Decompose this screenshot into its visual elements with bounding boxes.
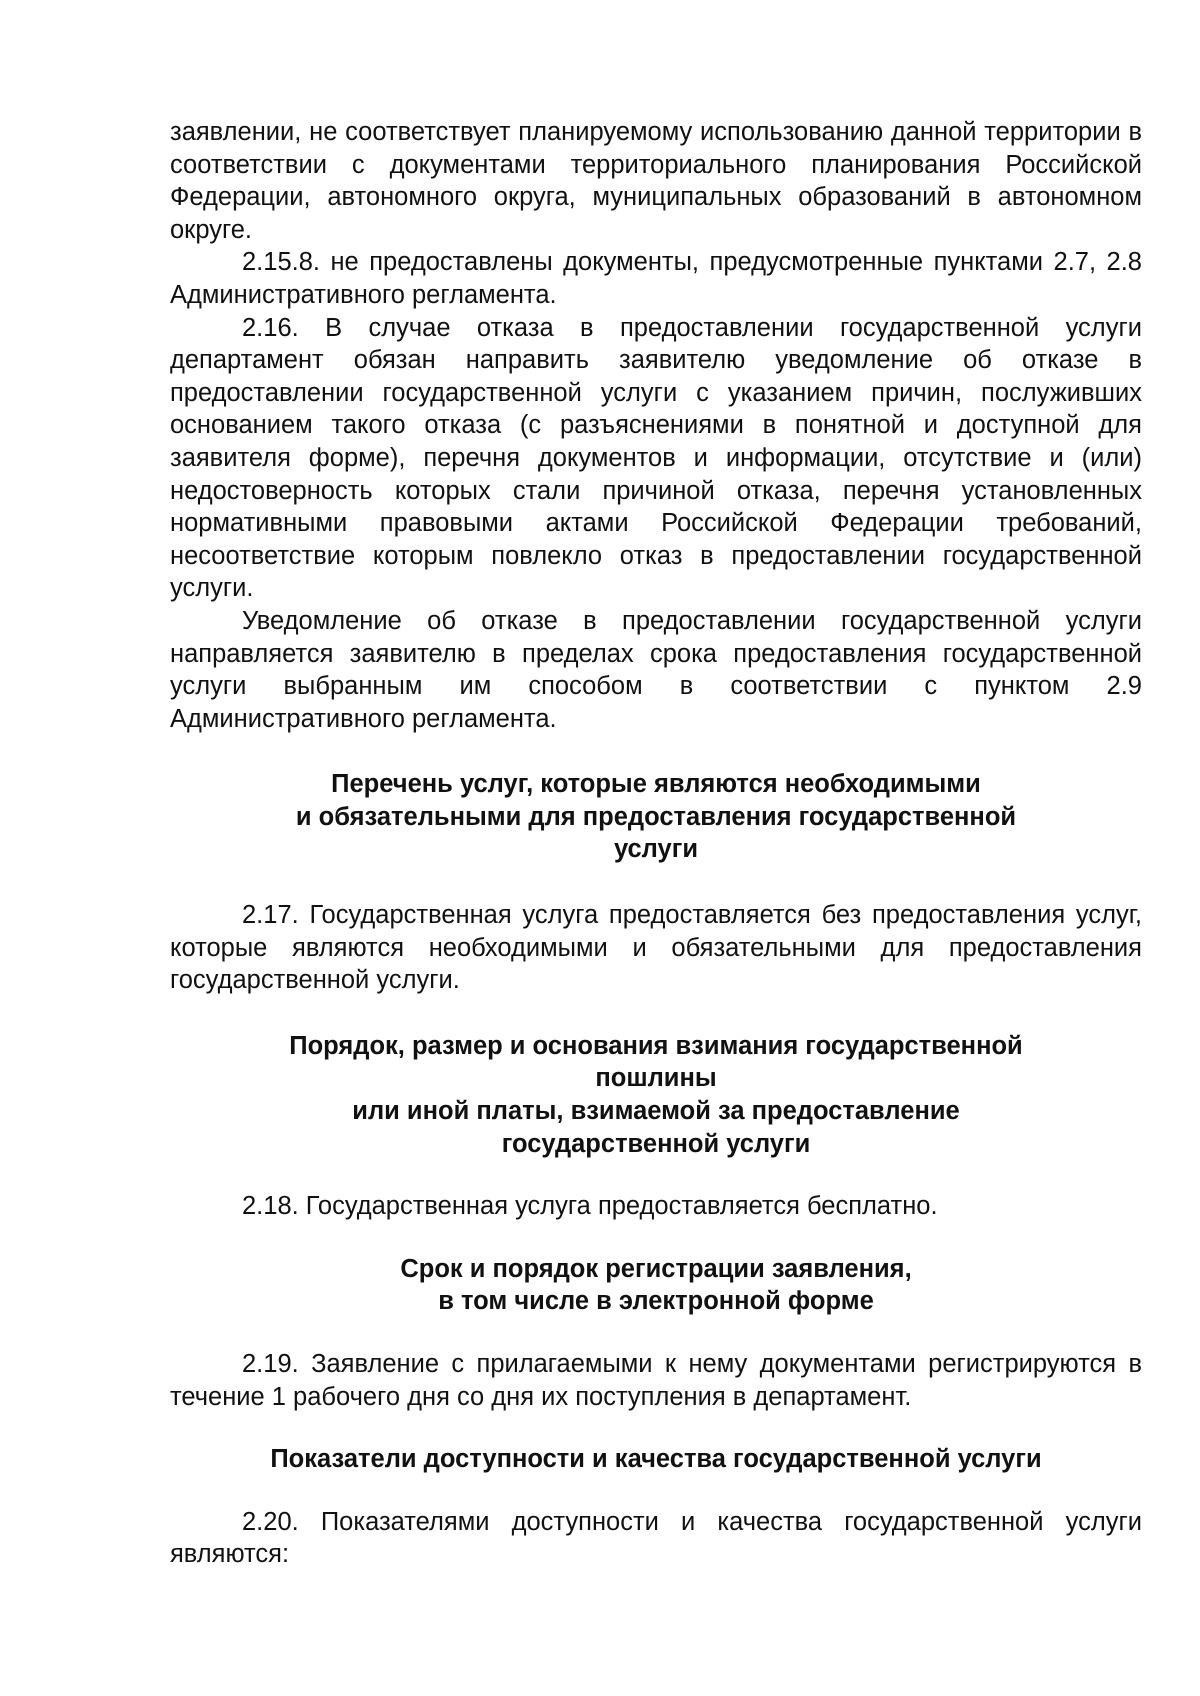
paragraph-2-19: 2.19. Заявление с прилагаемыми к нему документами регистрируются в течение 1 рабочего дня со дня их поступления в департамент.	[170, 1350, 1142, 1411]
heading-line: Перечень услуг, которые являются необходимыми	[331, 770, 981, 799]
heading-line: Порядок, размер и основания взимания государственной	[289, 1031, 1023, 1060]
heading-registration	[170, 1253, 1142, 1318]
paragraph-continuation: заявлении, не соответствует планируемому использованию данной территории в соответствии с документами территориального планирования Российской Федерации, автономного округа, муниципальных образований в автономном округе.	[170, 118, 1142, 244]
paragraph-refusal-notice: Уведомление об отказе в предоставлении государственной услуги направляется заявителю в пределах срока предоставления государственной услуги выбранным им способом в соответствии с пунктом 2.9 Административного регламента.	[170, 606, 1142, 733]
heading-line: в том числе в электронной форме	[438, 1287, 874, 1316]
heading-line: Срок и порядок регистрации заявления,	[400, 1254, 912, 1283]
heading-line: государственной услуги	[501, 1129, 811, 1158]
paragraph-2-17: 2.17. Государственная услуга предоставляется без предоставления услуг, которые являются необходимыми и обязательными для предоставления государственной услуги.	[170, 901, 1142, 995]
heading-required-services	[170, 768, 1142, 866]
paragraph-2-18: 2.18. Государственная услуга предоставляется бесплатно.	[242, 1192, 938, 1221]
paragraph-2-15-8: 2.15.8. не предоставлены документы, предусмотренные пунктами 2.7, 2.8 Административного регламента.	[170, 248, 1142, 309]
document-page	[170, 116, 1142, 1571]
paragraph-2-20: 2.20. Показателями доступности и качества государственной услуги являются:	[170, 1507, 1142, 1569]
heading-line: услуги	[613, 835, 699, 864]
heading-fee	[170, 1030, 1142, 1160]
heading-line: и обязательными для предоставления государственной	[295, 802, 1017, 831]
heading-quality: Показатели доступности и качества государственной услуги	[270, 1445, 1042, 1474]
heading-line: или иной платы, взимаемой за предоставление	[352, 1097, 960, 1126]
heading-line: пошлины	[595, 1064, 717, 1093]
paragraph-2-16: 2.16. В случае отказа в предоставлении государственной услуги департамент обязан направить заявителю уведомление об отказе в предоставлении государственной услуги с указанием причин, послуживших основанием такого отказа (с разъяснениями в понятной и доступной для заявителя форме), перечня документов и информации, отсутствие и (или) недостоверность которых стали причиной отказа, перечня установленных нормативными правовыми актами Российской Федерации требований, несоответствие которым повлекло отказ в предоставлении государственной услуги.	[170, 313, 1142, 603]
